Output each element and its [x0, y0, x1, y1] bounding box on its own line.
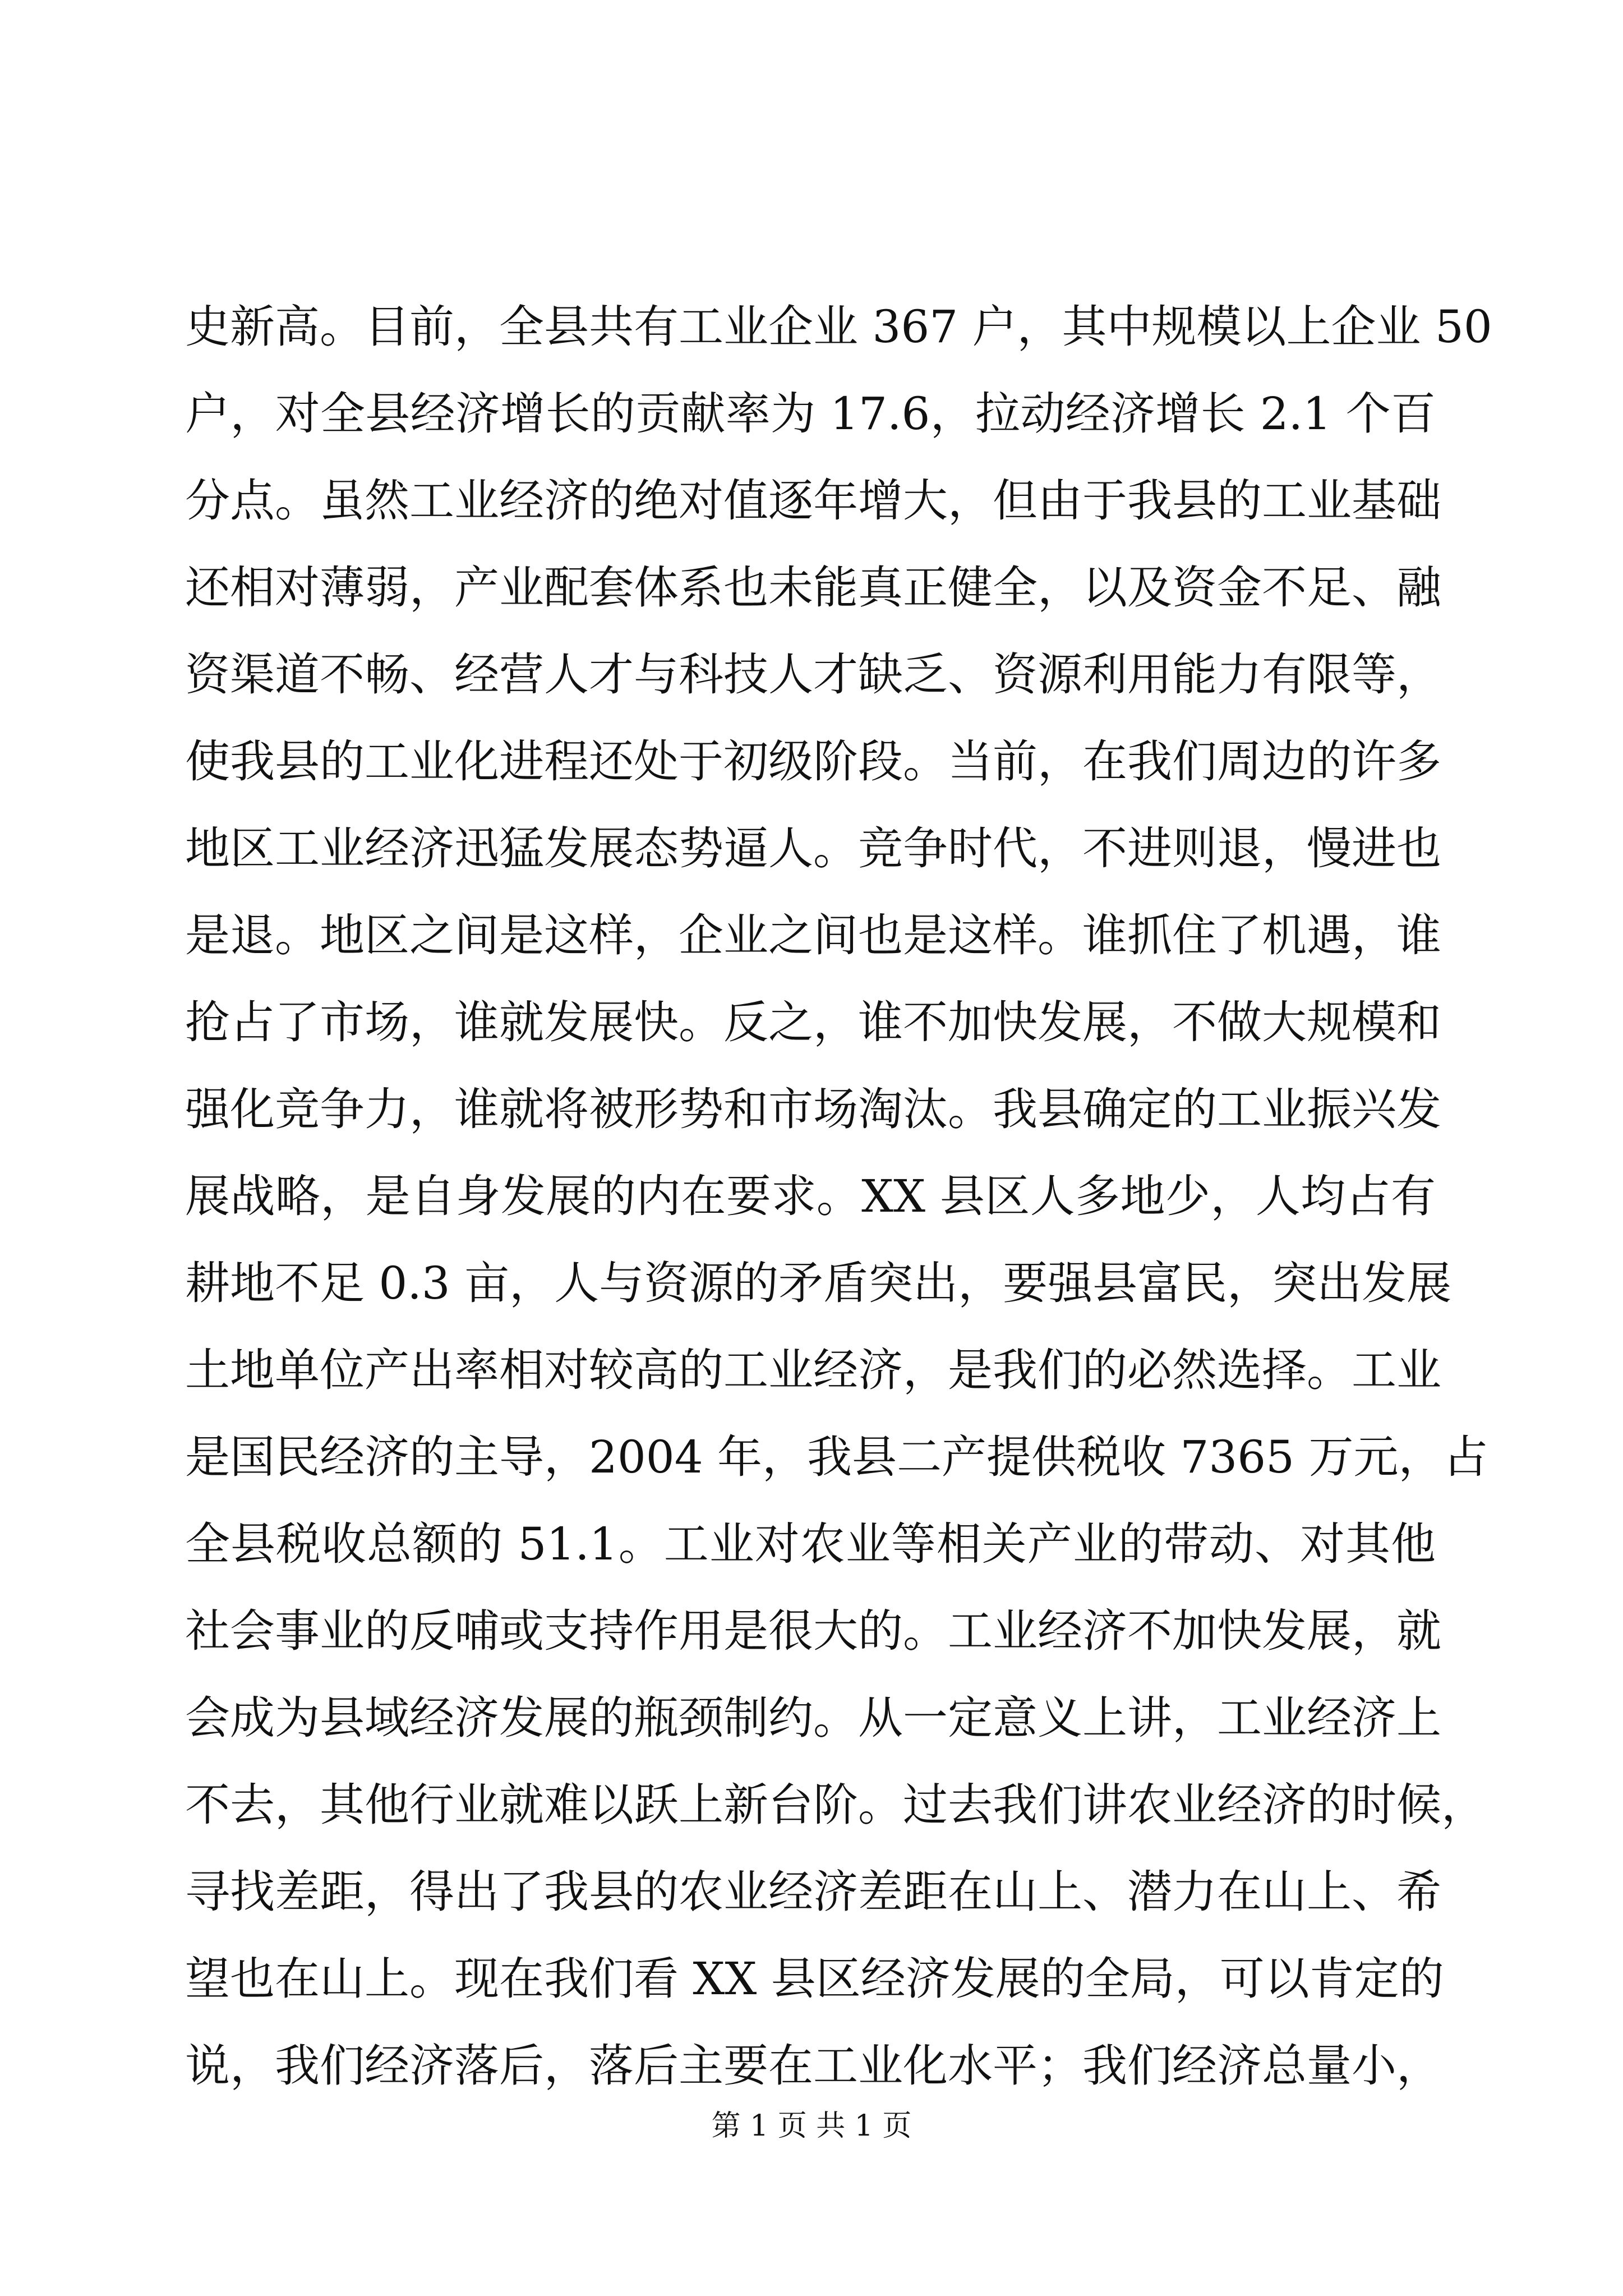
text-line: 地区工业经济迅猛发展态势逼人。竞争时代，不进则退，慢进也 [185, 822, 1441, 875]
text-line: 是国民经济的主导，2004 年，我县二产提供税收 7365 万元，占 [185, 1431, 1488, 1483]
page-footer [0, 2106, 1623, 2146]
text-line: 抢占了市场，谁就发展快。反之，谁不加快发展，不做大规模和 [185, 996, 1441, 1048]
text-line: 还相对薄弱，产业配套体系也未能真正健全，以及资金不足、融 [185, 562, 1441, 614]
text-line: 展战略，是自身发展的内在要求。XX 县区人多地少，人均占有 [185, 1170, 1436, 1222]
text-line: 是退。地区之间是这样，企业之间也是这样。谁抓住了机遇，谁 [185, 909, 1441, 961]
text-line: 强化竞争力，谁就将被形势和市场淘汰。我县确定的工业振兴发 [185, 1083, 1441, 1135]
text-line: 不去，其他行业就难以跃上新台阶。过去我们讲农业经济的时候， [185, 1779, 1486, 1831]
text-line: 史新高。目前，全县共有工业企业 367 户，其中规模以上企业 50 [185, 301, 1492, 353]
text-line: 全县税收总额的 51.1。工业对农业等相关产业的带动、对其他 [185, 1518, 1436, 1570]
text-line: 望也在山上。现在我们看 XX 县区经济发展的全局，可以肯定的 [185, 1953, 1444, 2005]
text-line: 分点。虽然工业经济的绝对值逐年增大，但由于我县的工业基础 [185, 475, 1441, 527]
body-text [185, 283, 1492, 2109]
text-line: 土地单位产出率相对较高的工业经济，是我们的必然选择。工业 [185, 1344, 1441, 1396]
text-line: 资渠道不畅、经营人才与科技人才缺乏、资源利用能力有限等， [185, 648, 1441, 701]
text-line: 社会事业的反哺或支持作用是很大的。工业经济不加快发展，就 [185, 1605, 1441, 1657]
text-line: 户，对全县经济增长的贡献率为 17.6，拉动经济增长 2.1 个百 [185, 388, 1436, 440]
text-line: 说，我们经济落后，落后主要在工业化水平；我们经济总量小， [185, 2040, 1441, 2092]
text-line: 会成为县域经济发展的瓶颈制约。从一定意义上讲，工业经济上 [185, 1692, 1441, 1744]
text-line: 耕地不足 0.3 亩，人与资源的矛盾突出，要强县富民，突出发展 [185, 1257, 1452, 1309]
page-number: 第 1 页 共 1 页 [711, 2109, 912, 2143]
text-line: 使我县的工业化进程还处于初级阶段。当前，在我们周边的许多 [185, 735, 1441, 788]
text-line: 寻找差距，得出了我县的农业经济差距在山上、潜力在山上、希 [185, 1866, 1441, 1918]
